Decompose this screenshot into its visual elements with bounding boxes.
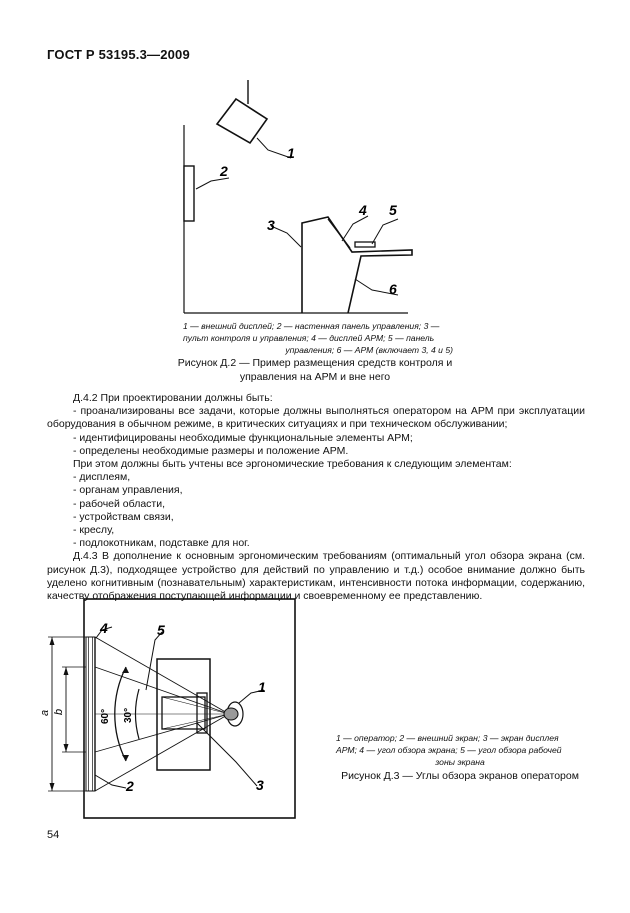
figure-d3-label-2: 2	[126, 778, 134, 794]
figure-d3-label-1: 1	[258, 679, 266, 695]
list-item: - определены необходимые размеры и положение АРМ.	[73, 444, 349, 457]
figure-d3-title: Рисунок Д.3 — Углы обзора экранов оператором	[341, 770, 579, 782]
list-item: - подлокотникам, подставке для ног.	[73, 537, 250, 550]
paragraph-d42: Д.4.2 При проектировании должны быть:	[73, 392, 273, 404]
paragraph-requirements: При этом должны быть учтены все эргономические требования к следующим элементам:	[73, 458, 512, 471]
figure-d2-label-2: 2	[220, 163, 228, 179]
figure-d2-label-1: 1	[287, 145, 295, 161]
figure-d2-label-4: 4	[359, 202, 367, 218]
figure-d2-title-line: управления на АРМ и вне него	[239, 371, 391, 383]
d3-leader-2	[95, 775, 126, 788]
leader-2	[196, 178, 229, 189]
leader-4	[342, 216, 368, 241]
figure-d2-legend-line: пульт контроля и управления; 4 — дисплей АРМ; 5 — панель	[183, 333, 435, 343]
standard-header: ГОСТ Р 53195.3—2009	[47, 47, 190, 62]
figure-d3-label-4: 4	[100, 620, 108, 636]
external-screen-shape	[86, 637, 95, 791]
figure-d2-label-5: 5	[389, 202, 397, 218]
leader-3	[271, 226, 301, 247]
figure-d2-legend	[183, 320, 453, 356]
figure-d3-label-5: 5	[157, 622, 165, 638]
figure-d3-label-3: 3	[256, 777, 264, 793]
figure-d3-legend	[336, 732, 584, 768]
leader-1	[257, 138, 291, 158]
angle-60-label: 60°	[100, 708, 111, 724]
list-item: - идентифицированы необходимые функциональные элементы АРМ;	[73, 431, 413, 444]
console-shape	[302, 217, 412, 313]
desk-shape	[157, 659, 210, 770]
dimension-a-label: a	[39, 709, 51, 716]
angle-30-label: 30°	[123, 707, 134, 723]
figure-d2-legend-line: 1 — внешний дисплей; 2 — настенная панель управления; 3 —	[183, 321, 440, 331]
body-text	[47, 392, 585, 603]
list-item: - рабочей области,	[73, 497, 165, 510]
d3-leader-3	[197, 723, 257, 786]
list-item: - устройствам связи,	[73, 510, 174, 523]
operator-head	[224, 708, 238, 720]
dimension-b-label: b	[53, 708, 65, 715]
list-item: - креслу,	[73, 524, 115, 537]
d3-leader-5	[146, 632, 162, 690]
wall-panel-shape	[184, 166, 194, 221]
figure-d2-label-6: 6	[389, 281, 397, 297]
paragraph-d43: Д.4.3 В дополнение к основным эргономическим требованиям (оптимальный угол обзора экрана (см. рисунок Д.3), подходящее устройство для действий по управлению и т.д.) особое внимание должно быть уделено когнитивным (познавательным) характеристикам, интенсивности потока информации, содержанию, качеству отображения поступающей информации и своевременному ее представлению.	[47, 550, 585, 603]
external-display-shape	[217, 99, 267, 143]
figure-d2-legend-line: управления; 6 — АРМ (включает 3, 4 и 5)	[285, 345, 453, 355]
leader-5	[372, 219, 398, 244]
figure-d2-title	[150, 356, 480, 384]
figure-d2-title-line: Рисунок Д.2 — Пример размещения средств контроля и	[177, 357, 453, 369]
figure-d2-label-3: 3	[267, 217, 275, 233]
page-number: 54	[47, 829, 60, 841]
list-item: - проанализированы все задачи, которые должны выполняться оператором на АРМ при эксплуатации оборудования в обычном режиме, в критических ситуациях и при техническом обслуживании;	[47, 405, 585, 431]
list-item: - органам управления,	[73, 484, 183, 497]
figure-d3-legend-line: зоны экрана	[435, 757, 485, 767]
figure-d2-drawing	[170, 75, 430, 320]
figure-d3-legend-line: 1 — оператор; 2 — внешний экран; 3 — экран дисплея	[336, 733, 559, 743]
figure-d3-legend-line: АРМ; 4 — угол обзора экрана; 5 — угол обзора рабочей	[336, 745, 562, 755]
figure-d3-drawing	[38, 592, 300, 824]
control-panel-shape	[355, 242, 375, 247]
list-item: - дисплеям,	[73, 471, 131, 484]
